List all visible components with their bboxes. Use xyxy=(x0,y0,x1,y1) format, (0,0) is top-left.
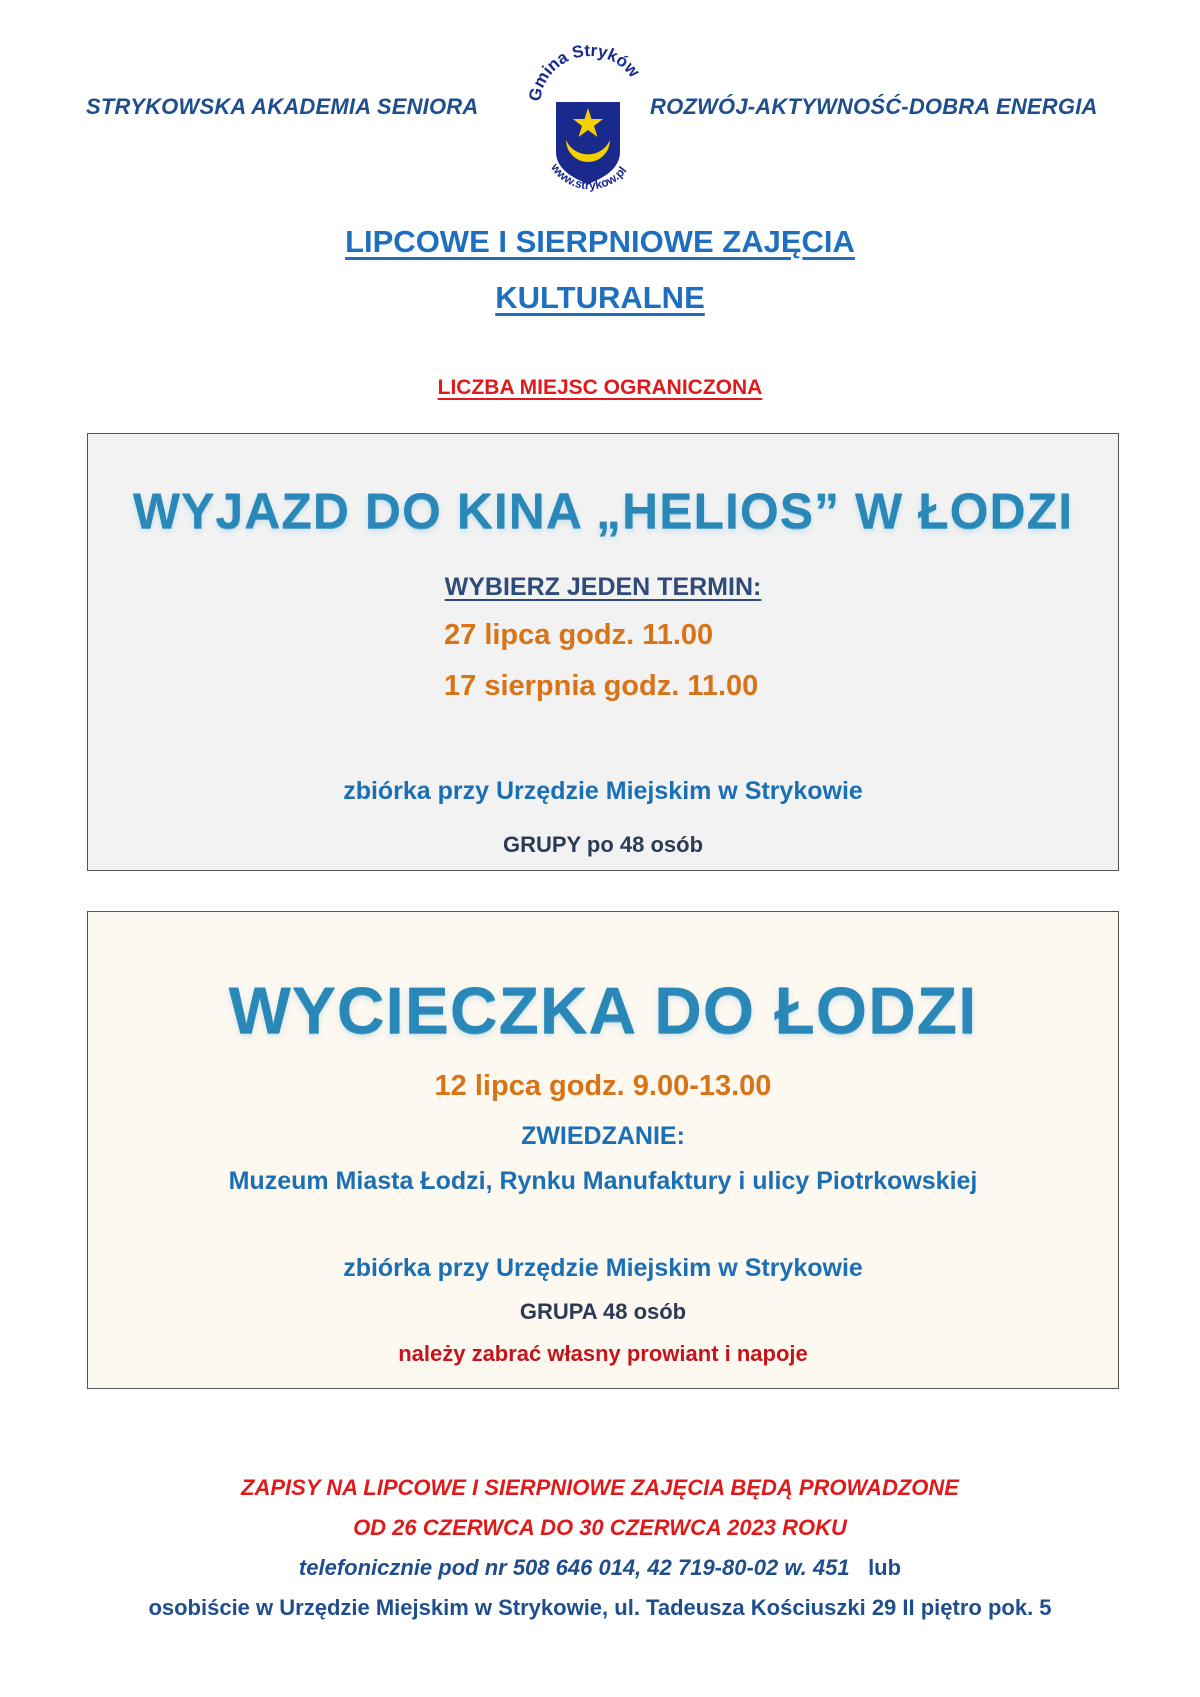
logo-bottom-text: www.strykow.pl xyxy=(548,160,630,193)
logo-top-text: Gmina Stryków xyxy=(525,44,644,103)
cinema-date-2: 17 sierpnia godz. 11.00 xyxy=(444,670,759,702)
registration-line-2: OD 26 CZERWCA DO 30 CZERWCA 2023 ROKU xyxy=(353,1515,847,1540)
registration-or: lub xyxy=(868,1555,902,1580)
trip-meeting-point: zbiórka przy Urzędzie Miejskim w Strykowie xyxy=(343,1254,863,1282)
sightseeing-places: Muzeum Miasta Łodzi, Rynku Manufaktury i ulicy Piotrkowskiej xyxy=(228,1167,978,1195)
registration-line-1: ZAPISY NA LIPCOWE I SIERPNIOWE ZAJĘCIA BĘDĄ PROWADZONE xyxy=(241,1475,959,1500)
page-title-line1: LIPCOWE I SIERPNIOWE ZAJĘCIA xyxy=(345,224,855,259)
registration-address: osobiście w Urzędzie Miejskim w Strykowie, ul. Tadeusza Kościuszki 29 II piętro pok. 5 xyxy=(148,1595,1052,1620)
lodz-trip-box xyxy=(87,911,1119,1389)
header-right-text: ROZWÓJ-AKTYWNOŚĆ-DOBRA ENERGIA xyxy=(650,94,1098,119)
trip-date: 12 lipca godz. 9.00-13.00 xyxy=(434,1070,772,1102)
cinema-trip-box xyxy=(87,433,1119,871)
registration-phone-line xyxy=(0,1555,1200,1581)
registration-phone: telefonicznie pod nr 508 646 014, 42 719-80-02 w. 451 xyxy=(298,1555,850,1580)
gmina-strykow-logo xyxy=(518,44,658,194)
sightseeing-label: ZWIEDZANIE: xyxy=(521,1122,685,1150)
trip-group-info: GRUPA 48 osób xyxy=(519,1299,687,1324)
page-title-line2: KULTURALNE xyxy=(495,280,705,315)
cinema-meeting-point: zbiórka przy Urzędzie Miejskim w Strykowie xyxy=(343,777,863,805)
cinema-heading: WYJAZD DO KINA „HELIOS” W ŁODZI xyxy=(132,483,1074,539)
trip-heading: WYCIECZKA DO ŁODZI xyxy=(228,973,978,1047)
star-crescent-shield-icon xyxy=(518,44,658,194)
food-note: należy zabrać własny prowiant i napoje xyxy=(398,1341,808,1366)
limited-places-note: LICZBA MIEJSC OGRANICZONA xyxy=(437,376,763,399)
choose-date-label: WYBIERZ JEDEN TERMIN: xyxy=(444,573,762,601)
cinema-group-info: GRUPY po 48 osób xyxy=(502,832,704,857)
cinema-date-1: 27 lipca godz. 11.00 xyxy=(444,619,714,651)
header-left-text: STRYKOWSKA AKADEMIA SENIORA xyxy=(86,94,479,119)
